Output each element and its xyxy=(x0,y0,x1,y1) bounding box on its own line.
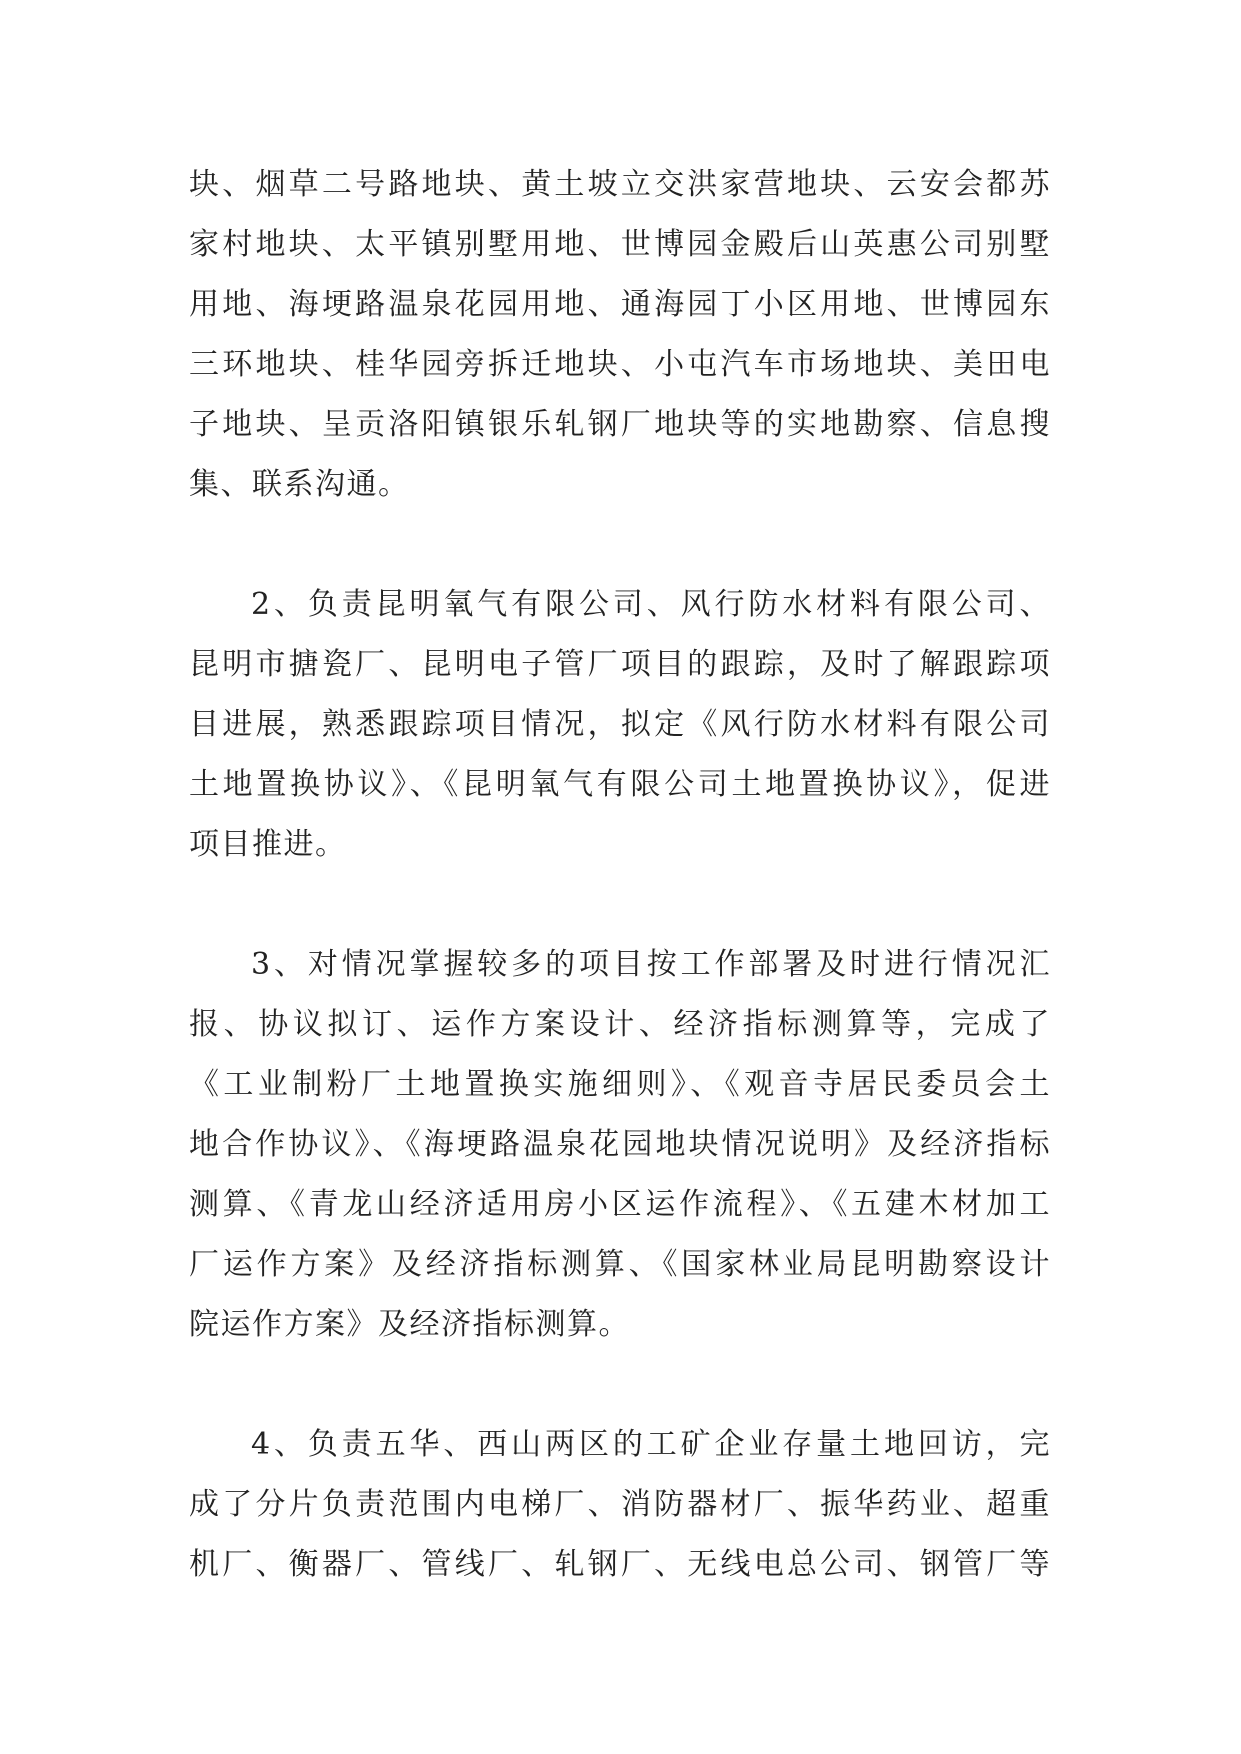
text-line: 《工业制粉厂土地置换实施细则》、《观音寺居民委员会土 xyxy=(189,1067,1051,1102)
paragraph-item-3 xyxy=(189,935,1051,1355)
text-line: 项目推进。 xyxy=(189,827,347,862)
text-line: 院运作方案》及经济指标测算。 xyxy=(189,1307,630,1342)
paragraph-item-2 xyxy=(189,575,1051,875)
paragraph-continuation xyxy=(189,155,1051,515)
paragraph-item-4 xyxy=(189,1415,1051,1595)
text-line: 目进展，熟悉跟踪项目情况，拟定《风行防水材料有限公司 xyxy=(189,707,1051,742)
text-line: 集、联系沟通。 xyxy=(189,467,410,502)
text-line: 土地置换协议》、《昆明氧气有限公司土地置换协议》，促进 xyxy=(189,767,1051,802)
text-line: 三环地块、桂华园旁拆迁地块、小屯汽车市场地块、美田电 xyxy=(189,347,1051,382)
document-body xyxy=(189,155,1051,1595)
text-line: 块、烟草二号路地块、黄土坡立交洪家营地块、云安会都苏 xyxy=(189,167,1051,202)
text-line: 昆明市搪瓷厂、昆明电子管厂项目的跟踪，及时了解跟踪项 xyxy=(189,647,1051,682)
text-line: 测算、《青龙山经济适用房小区运作流程》、《五建木材加工 xyxy=(189,1187,1051,1222)
text-line: 3、对情况掌握较多的项目按工作部署及时进行情况汇 xyxy=(251,947,1051,982)
text-line: 家村地块、太平镇别墅用地、世博园金殿后山英惠公司别墅 xyxy=(189,227,1051,262)
text-line: 成了分片负责范围内电梯厂、消防器材厂、振华药业、超重 xyxy=(189,1487,1051,1522)
text-line: 子地块、呈贡洛阳镇银乐轧钢厂地块等的实地勘察、信息搜 xyxy=(189,407,1051,442)
text-line: 地合作协议》、《海埂路温泉花园地块情况说明》及经济指标 xyxy=(189,1127,1051,1162)
text-line: 2、负责昆明氧气有限公司、风行防水材料有限公司、 xyxy=(251,587,1051,622)
text-line: 用地、海埂路温泉花园用地、通海园丁小区用地、世博园东 xyxy=(189,287,1051,322)
text-line: 报、协议拟订、运作方案设计、经济指标测算等，完成了 xyxy=(189,1007,1051,1042)
text-line: 厂运作方案》及经济指标测算、《国家林业局昆明勘察设计 xyxy=(189,1247,1051,1282)
text-line: 4、负责五华、西山两区的工矿企业存量土地回访，完 xyxy=(251,1427,1051,1462)
text-line: 机厂、衡器厂、管线厂、轧钢厂、无线电总公司、钢管厂等 xyxy=(189,1547,1051,1582)
